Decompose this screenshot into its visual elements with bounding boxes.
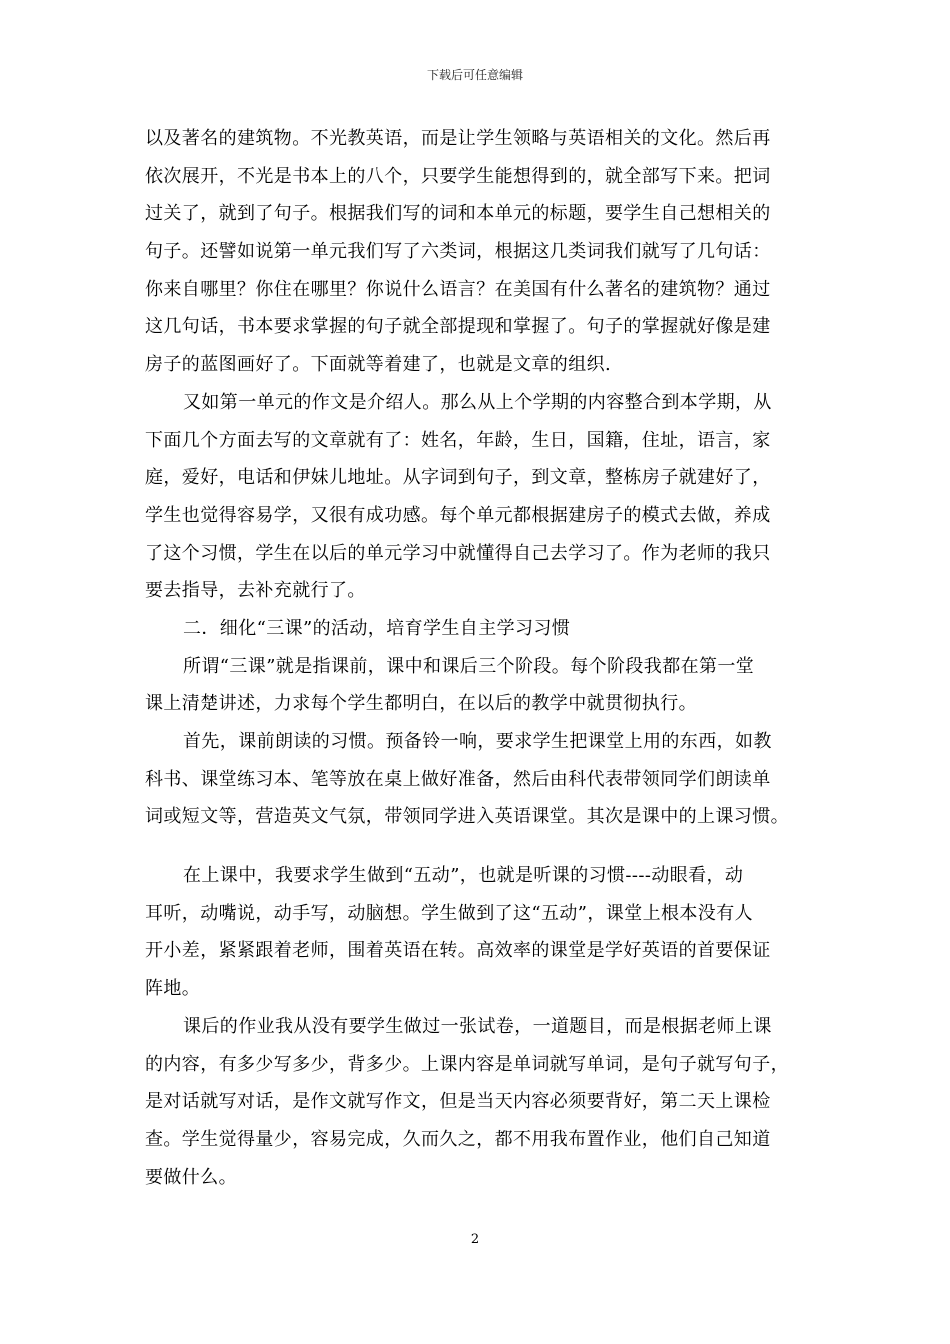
text-line: 以及著名的建筑物。不光教英语，而是让学生领略与英语相关的文化。然后再 [145,128,771,149]
text-line: 房子的蓝图画好了。下面就等着建了，也就是文章的组织. [145,354,612,376]
paragraph-gap [145,836,825,857]
text-line: 科书、课堂练习本、笔等放在桌上做好准备，然后由科代表带领同学们朗读单 [145,768,771,790]
text-line: 你来自哪里？你住在哪里？你说什么语言？在美国有什么著名的建筑物？通过 [145,278,771,300]
paragraph [145,384,825,610]
text-line: 是对话就写对话，是作文就写作文，但是当天内容必须要背好，第二天上课检 [145,1091,771,1113]
heading-line: 二．细化“三课”的活动，培育学生自主学习习惯 [183,617,571,639]
text-line: 耳听，动嘴说，动手写，动脑想。学生做到了这“五动”，课堂上根本没有人 [145,902,754,924]
text-line: 词或短文等，营造英文气氛，带领同学进入英语课堂。其次是课中的上课习惯。 [145,806,789,828]
text-line: 课后的作业我从没有要学生做过一张试卷，一道题目，而是根据老师上课 [183,1015,772,1037]
text-line: 下面几个方面去写的文章就有了：姓名，年龄，生日，国籍，住址，语言，家 [145,429,771,451]
text-line: 查。学生觉得量少，容易完成，久而久之，都不用我布置作业，他们自己知道 [145,1128,771,1150]
text-line: 又如第一单元的作文是介绍人。那么从上个学期的内容整合到本学期，从 [183,391,772,413]
paragraph [145,648,825,723]
text-line: 首先，课前朗读的习惯。预备铃一响，要求学生把课堂上用的东西，如教 [183,731,772,752]
text-line: 课上清楚讲述，力求每个学生都明白，在以后的教学中就贯彻执行。 [145,693,697,715]
text-line: 要做什么。 [145,1166,237,1188]
text-line: 学生也觉得容易学，又很有成功感。每个单元都根据建房子的模式去做，养成 [145,504,771,526]
section-heading [145,610,825,648]
text-line: 过关了，就到了句子。根据我们写的词和本单元的标题，要学生自己想相关的 [145,203,771,225]
text-line: 在上课中，我要求学生做到“五动”，也就是听课的习惯----动眼看，动 [183,865,744,887]
paragraph [145,857,825,1008]
text-line: 了这个习惯，学生在以后的单元学习中就懂得自己去学习了。作为老师的我只 [145,542,771,564]
paragraph [145,120,825,384]
page-number: 2 [470,1232,480,1247]
text-line: 这几句话，书本要求掌握的句子就全部提现和掌握了。句子的掌握就好像是建 [145,316,771,338]
text-line: 的内容，有多少写多少，背多少。上课内容是单词就写单词，是句子就写句子， [145,1053,789,1075]
paragraph [145,723,825,836]
text-line: 要去指导，去补充就行了。 [145,580,366,602]
document-body [145,120,825,1196]
text-line: 庭，爱好，电话和伊妹儿地址。从字词到句子，到文章，整栋房子就建好了， [145,467,771,489]
text-line: 依次展开，不光是书本上的八个，只要学生能想得到的，就全部写下来。把词 [145,165,771,187]
text-line: 阵地。 [145,978,201,1000]
page-header: 下载后可任意编辑 [426,68,523,82]
text-line: 开小差，紧紧跟着老师，围着英语在转。高效率的课堂是学好英语的首要保证 [145,940,771,962]
text-line: 所谓“三课”就是指课前，课中和课后三个阶段。每个阶段我都在第一堂 [183,655,755,677]
text-line: 句子。还譬如说第一单元我们写了六类词，根据这几类词我们就写了几句话： [145,241,771,263]
paragraph [145,1008,825,1196]
